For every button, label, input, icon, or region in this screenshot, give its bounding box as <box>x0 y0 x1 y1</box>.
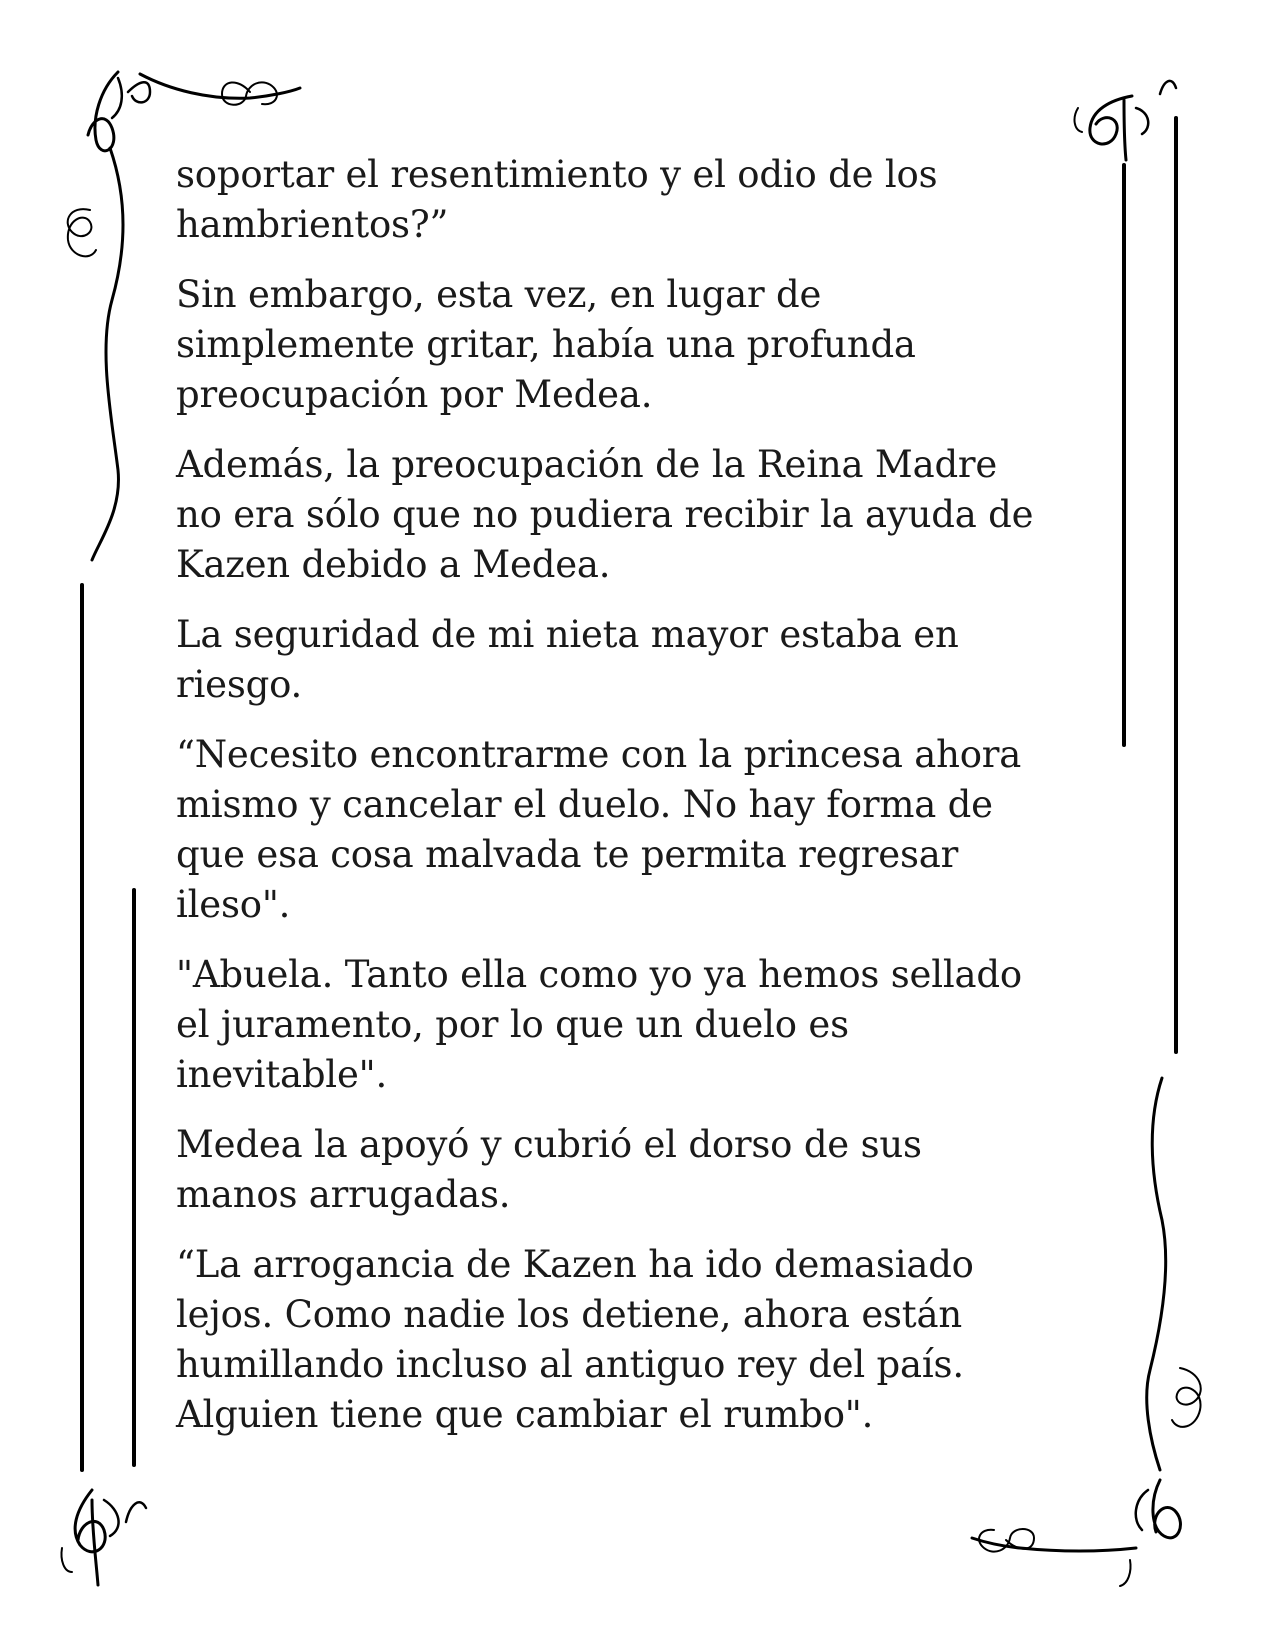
text-line: “Necesito encontrarme con la princesa ahora <box>176 733 1022 776</box>
text-line: simplemente gritar, había una profunda <box>176 323 916 366</box>
text-line: Alguien tiene que cambiar el rumbo". <box>176 1393 874 1436</box>
text-line: manos arrugadas. <box>176 1173 511 1216</box>
paragraph <box>176 150 1106 250</box>
text-line: ileso". <box>176 883 291 926</box>
text-line: soportar el resentimiento y el odio de los <box>176 153 938 196</box>
text-line: humillando incluso al antiguo rey del país. <box>176 1343 964 1386</box>
paragraph <box>176 270 1106 420</box>
text-line: que esa cosa malvada te permita regresar <box>176 833 959 876</box>
text-line: mismo y cancelar el duelo. No hay forma de <box>176 783 993 826</box>
text-line: Medea la apoyó y cubrió el dorso de sus <box>176 1123 922 1166</box>
text-line: inevitable". <box>176 1053 388 1096</box>
text-line: “La arrogancia de Kazen ha ido demasiado <box>176 1243 974 1286</box>
text-line: no era sólo que no pudiera recibir la ayuda de <box>176 493 1034 536</box>
text-line: Además, la preocupación de la Reina Madre <box>176 443 998 486</box>
paragraph <box>176 1240 1106 1440</box>
text-line: Kazen debido a Medea. <box>176 543 611 586</box>
text-line: "Abuela. Tanto ella como yo ya hemos sellado <box>176 953 1022 996</box>
paragraph <box>176 950 1106 1100</box>
body-text <box>176 150 1106 1460</box>
text-line: Sin embargo, esta vez, en lugar de <box>176 273 822 316</box>
text-line: hambrientos?” <box>176 203 449 246</box>
paragraph <box>176 440 1106 590</box>
text-line: lejos. Como nadie los detiene, ahora están <box>176 1293 962 1336</box>
text-line: preocupación por Medea. <box>176 373 653 416</box>
paragraph <box>176 610 1106 710</box>
top-right-flourish-icon <box>1075 81 1176 160</box>
text-line: el juramento, por lo que un duelo es <box>176 1003 849 1046</box>
paragraph <box>176 1120 1106 1220</box>
text-line: riesgo. <box>176 663 303 706</box>
text-line: La seguridad de mi nieta mayor estaba en <box>176 613 959 656</box>
paragraph <box>176 730 1106 930</box>
bottom-left-flourish-icon <box>61 1490 146 1585</box>
